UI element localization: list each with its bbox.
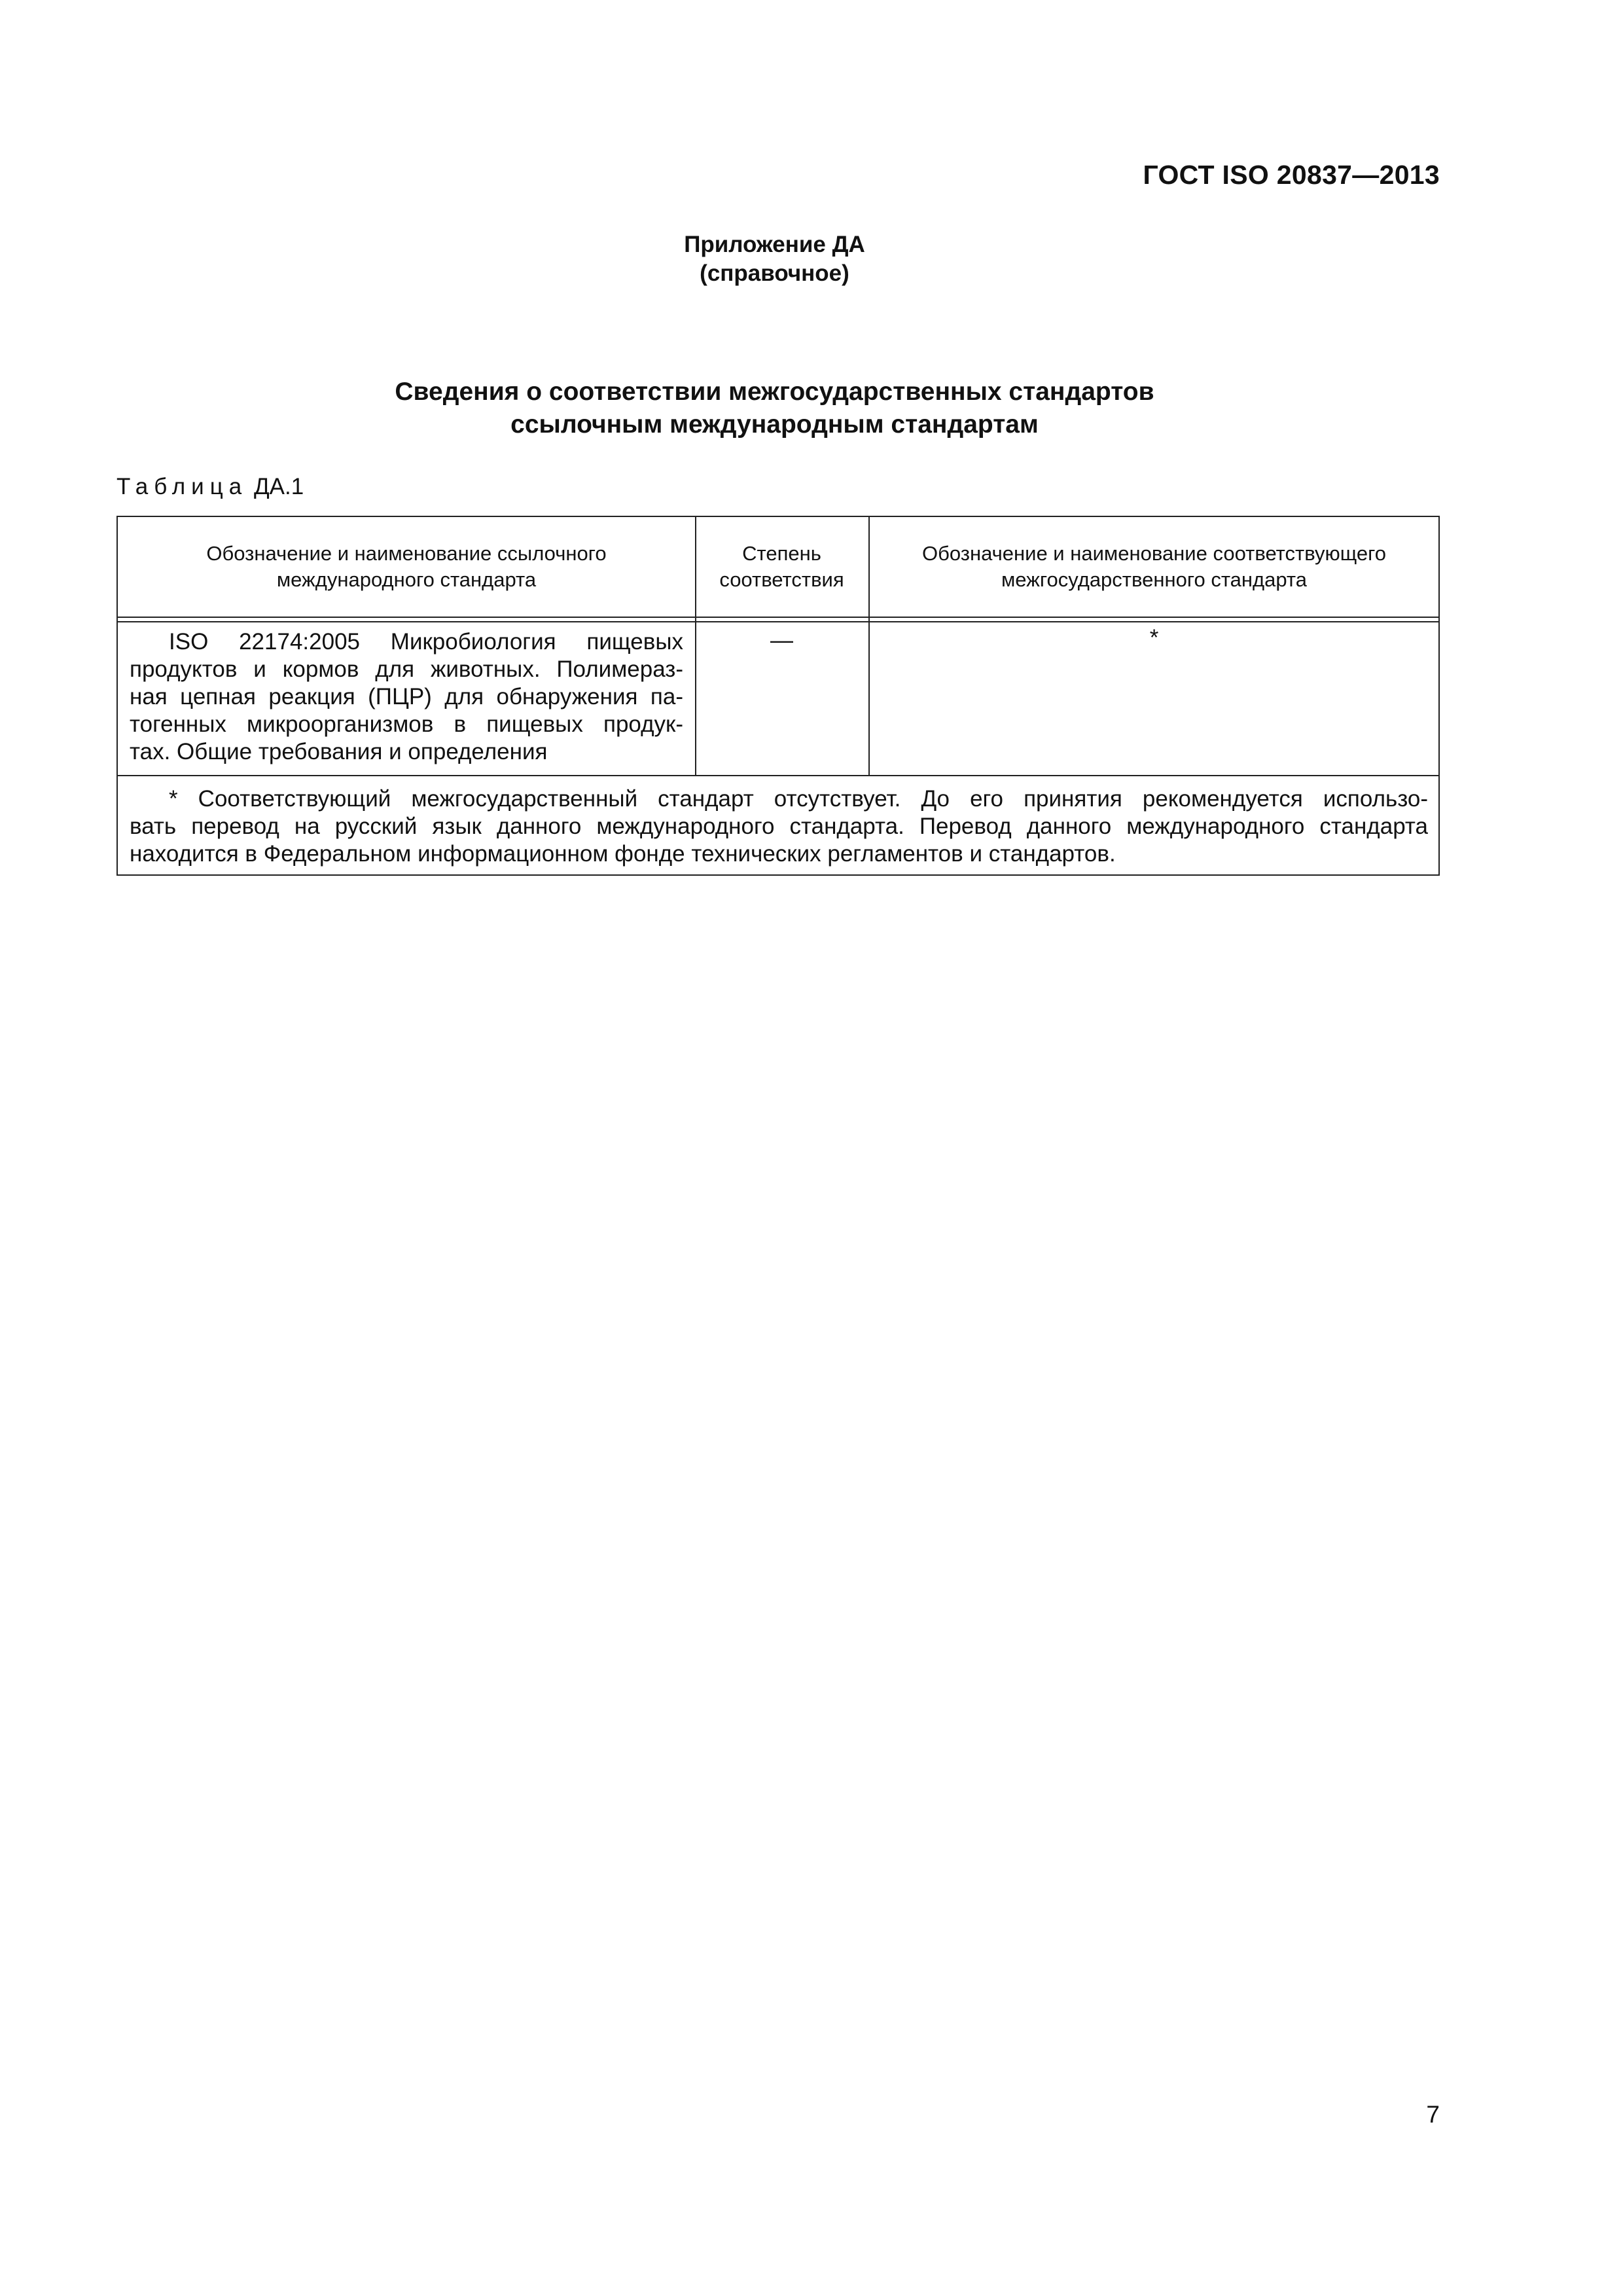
header-line: межгосударственного стандарта	[1001, 568, 1308, 591]
cell-reference-standard	[118, 628, 695, 766]
annex-heading	[0, 230, 1549, 288]
footnote-line: находится в Федеральном информационном фонде технических регламентов и стандартов.	[130, 841, 1116, 867]
cell-line: ная цепная реакция (ПЦР) для обнаружения па-	[130, 684, 683, 709]
header-line: международного стандарта	[276, 568, 537, 591]
footnote-line: вать перевод на русский язык данного международного стандарта. Перевод данного международного стандарта	[130, 814, 1428, 839]
cell-interstate-standard: *	[1149, 625, 1159, 651]
table-caption-word: Таблица	[116, 474, 248, 499]
section-title-line-1: Сведения о соответствии межгосударственных стандартов	[395, 378, 1154, 406]
section-title	[0, 376, 1549, 441]
compliance-table	[116, 516, 1440, 876]
cell-line: тах. Общие требования и определения	[130, 739, 548, 764]
footnote-divider	[118, 775, 1438, 776]
header-line: Обозначение и наименование ссылочного	[206, 542, 607, 565]
section-title-line-2: ссылочным международным стандартам	[510, 410, 1039, 439]
cell-line: ISO 22174:2005 Микробиология пищевых	[169, 629, 683, 655]
page-number: 7	[1426, 2101, 1440, 2128]
cell-line: продуктов и кормов для животных. Полимераз-	[130, 656, 683, 682]
table-caption	[116, 474, 304, 500]
cell-line: тогенных микроорганизмов в пищевых продук-	[130, 711, 683, 737]
header-line: Обозначение и наименование соответствующего	[921, 542, 1387, 565]
header-line: соответствия	[719, 568, 844, 591]
footnote-line: * Соответствующий межгосударственный стандарт отсутствует. До его принятия рекомендуется использо-	[169, 786, 1428, 812]
cell-degree-of-compliance: —	[770, 628, 793, 653]
header-reference-standard	[118, 517, 695, 617]
annex-type: (справочное)	[700, 260, 849, 286]
annex-title: Приложение ДА	[684, 232, 865, 257]
header-interstate-standard	[868, 517, 1440, 617]
document-code: ГОСТ ISO 20837—2013	[1143, 160, 1440, 190]
table-footnote	[118, 785, 1440, 868]
table-caption-number: ДА.1	[253, 474, 304, 499]
header-line: Степень	[742, 542, 821, 565]
header-degree-of-compliance	[695, 517, 868, 617]
header-divider	[118, 617, 1438, 622]
